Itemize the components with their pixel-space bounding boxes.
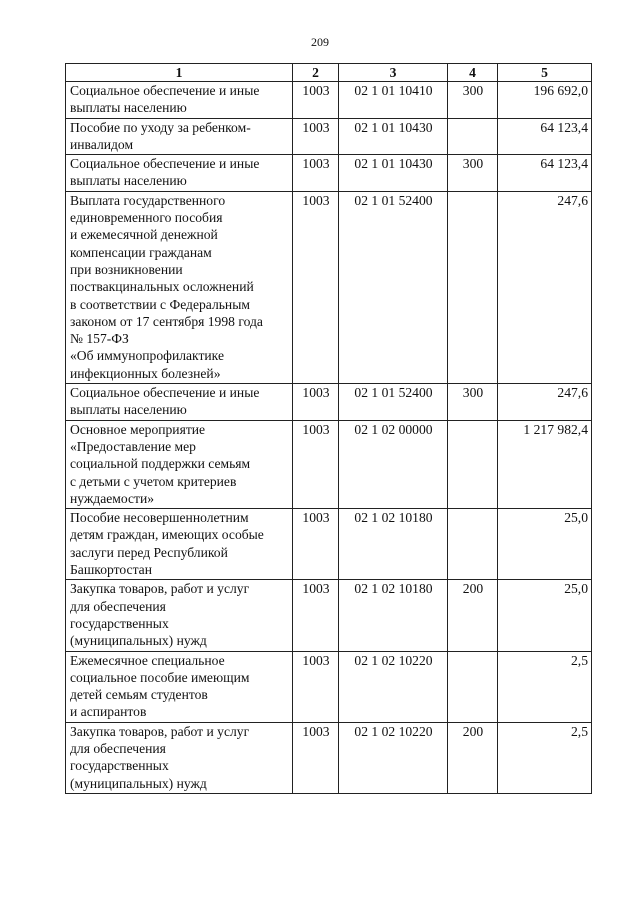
row-name-line: Социальное обеспечение и иные: [70, 385, 260, 401]
expense-type-cell: [448, 420, 498, 508]
row-name-line: выплаты населению: [70, 100, 187, 116]
row-name-line: Башкортостан: [70, 562, 152, 578]
row-name-line: Закупка товаров, работ и услуг: [70, 723, 250, 739]
row-name-line: и аспирантов: [70, 704, 147, 720]
expense-type-cell: [448, 118, 498, 155]
table-row: [66, 580, 592, 651]
expense-type-cell: [448, 651, 498, 722]
expense-type-cell: [448, 509, 498, 580]
row-name-line: заслуги перед Республикой: [70, 544, 228, 560]
target-code-cell: 02 1 02 10180: [339, 509, 448, 580]
header-col-1: 1: [66, 64, 293, 82]
row-name-line: «Об иммунопрофилактике: [70, 348, 224, 364]
table-row: [66, 82, 592, 119]
section-cell: 1003: [293, 82, 339, 119]
section-cell: 1003: [293, 155, 339, 192]
page-number: 209: [311, 35, 329, 49]
row-name-line: для обеспечения: [70, 598, 166, 614]
section-cell: 1003: [293, 722, 339, 793]
expense-type-cell: [448, 191, 498, 383]
row-name-line: социальной поддержки семьям: [70, 456, 251, 472]
section-cell: 1003: [293, 420, 339, 508]
row-name-line: Ежемесячное специальное: [70, 652, 225, 668]
row-name-line: инвалидом: [70, 136, 134, 152]
row-name-line: детей семьям студентов: [70, 687, 208, 703]
row-name-cell: [66, 509, 293, 580]
row-name-cell: [66, 651, 293, 722]
table-row: [66, 118, 592, 155]
row-name-cell: [66, 420, 293, 508]
header-col-2: 2: [293, 64, 339, 82]
row-name-line: с детьми с учетом критериев: [70, 473, 237, 489]
amount-cell: 25,0: [498, 509, 592, 580]
target-code-cell: 02 1 02 10180: [339, 580, 448, 651]
amount-cell: 64 123,4: [498, 118, 592, 155]
row-name-cell: [66, 722, 293, 793]
row-name-cell: [66, 191, 293, 383]
expense-type-cell: 200: [448, 722, 498, 793]
row-name-line: детям граждан, имеющих особые: [70, 527, 264, 543]
target-code-cell: 02 1 01 10430: [339, 155, 448, 192]
target-code-cell: 02 1 02 10220: [339, 651, 448, 722]
amount-cell: 247,6: [498, 384, 592, 421]
row-name-cell: [66, 580, 293, 651]
header-col-3: 3: [339, 64, 448, 82]
target-code-cell: 02 1 01 52400: [339, 384, 448, 421]
row-name-line: и ежемесячной денежной: [70, 227, 218, 243]
row-name-line: Пособие по уходу за ребенком-: [70, 119, 251, 135]
header-col-5: 5: [498, 64, 592, 82]
table-row: [66, 384, 592, 421]
target-code-cell: 02 1 02 10220: [339, 722, 448, 793]
table-row: [66, 155, 592, 192]
row-name-line: единовременного пособия: [70, 210, 223, 226]
row-name-line: государственных: [70, 615, 169, 631]
row-name-line: Закупка товаров, работ и услуг: [70, 581, 250, 597]
row-name-line: при возникновении: [70, 261, 183, 277]
amount-cell: 247,6: [498, 191, 592, 383]
section-cell: 1003: [293, 651, 339, 722]
row-name-line: выплаты населению: [70, 402, 187, 418]
amount-cell: 64 123,4: [498, 155, 592, 192]
amount-cell: 1 217 982,4: [498, 420, 592, 508]
amount-cell: 2,5: [498, 722, 592, 793]
row-name-line: социальное пособие имеющим: [70, 669, 250, 685]
target-code-cell: 02 1 01 52400: [339, 191, 448, 383]
row-name-line: государственных: [70, 758, 169, 774]
expense-type-cell: 300: [448, 82, 498, 119]
section-cell: 1003: [293, 509, 339, 580]
amount-cell: 196 692,0: [498, 82, 592, 119]
table-row: [66, 509, 592, 580]
row-name-cell: [66, 82, 293, 119]
row-name-line: Пособие несовершеннолетним: [70, 510, 249, 526]
amount-cell: 25,0: [498, 580, 592, 651]
table-row: [66, 420, 592, 508]
row-name-line: законом от 17 сентября 1998 года: [70, 313, 263, 329]
header-row: [66, 64, 592, 82]
row-name-line: компенсации гражданам: [70, 244, 212, 260]
section-cell: 1003: [293, 118, 339, 155]
header-col-4: 4: [448, 64, 498, 82]
row-name-cell: [66, 384, 293, 421]
row-name-line: (муниципальных) нужд: [70, 633, 207, 649]
row-name-line: «Предоставление мер: [70, 438, 196, 454]
amount-cell: 2,5: [498, 651, 592, 722]
row-name-line: (муниципальных) нужд: [70, 775, 207, 791]
row-name-line: выплаты населению: [70, 173, 187, 189]
target-code-cell: 02 1 01 10430: [339, 118, 448, 155]
expense-type-cell: 200: [448, 580, 498, 651]
row-name-line: Социальное обеспечение и иные: [70, 156, 260, 172]
table-row: [66, 722, 592, 793]
table-row: [66, 191, 592, 383]
row-name-line: поствакцинальных осложнений: [70, 279, 254, 295]
table-row: [66, 651, 592, 722]
budget-table: [65, 63, 592, 794]
row-name-line: нуждаемости»: [70, 490, 155, 506]
row-name-line: № 157-ФЗ: [70, 331, 129, 347]
section-cell: 1003: [293, 580, 339, 651]
row-name-line: инфекционных болезней»: [70, 365, 221, 381]
section-cell: 1003: [293, 191, 339, 383]
row-name-line: Выплата государственного: [70, 192, 226, 208]
row-name-cell: [66, 155, 293, 192]
target-code-cell: 02 1 02 00000: [339, 420, 448, 508]
section-cell: 1003: [293, 384, 339, 421]
row-name-line: Основное мероприятие: [70, 421, 206, 437]
row-name-cell: [66, 118, 293, 155]
expense-type-cell: 300: [448, 155, 498, 192]
expense-type-cell: 300: [448, 384, 498, 421]
target-code-cell: 02 1 01 10410: [339, 82, 448, 119]
table-body: [66, 82, 592, 794]
row-name-line: Социальное обеспечение и иные: [70, 83, 260, 98]
row-name-line: в соответствии с Федеральным: [70, 296, 250, 312]
row-name-line: для обеспечения: [70, 740, 166, 756]
